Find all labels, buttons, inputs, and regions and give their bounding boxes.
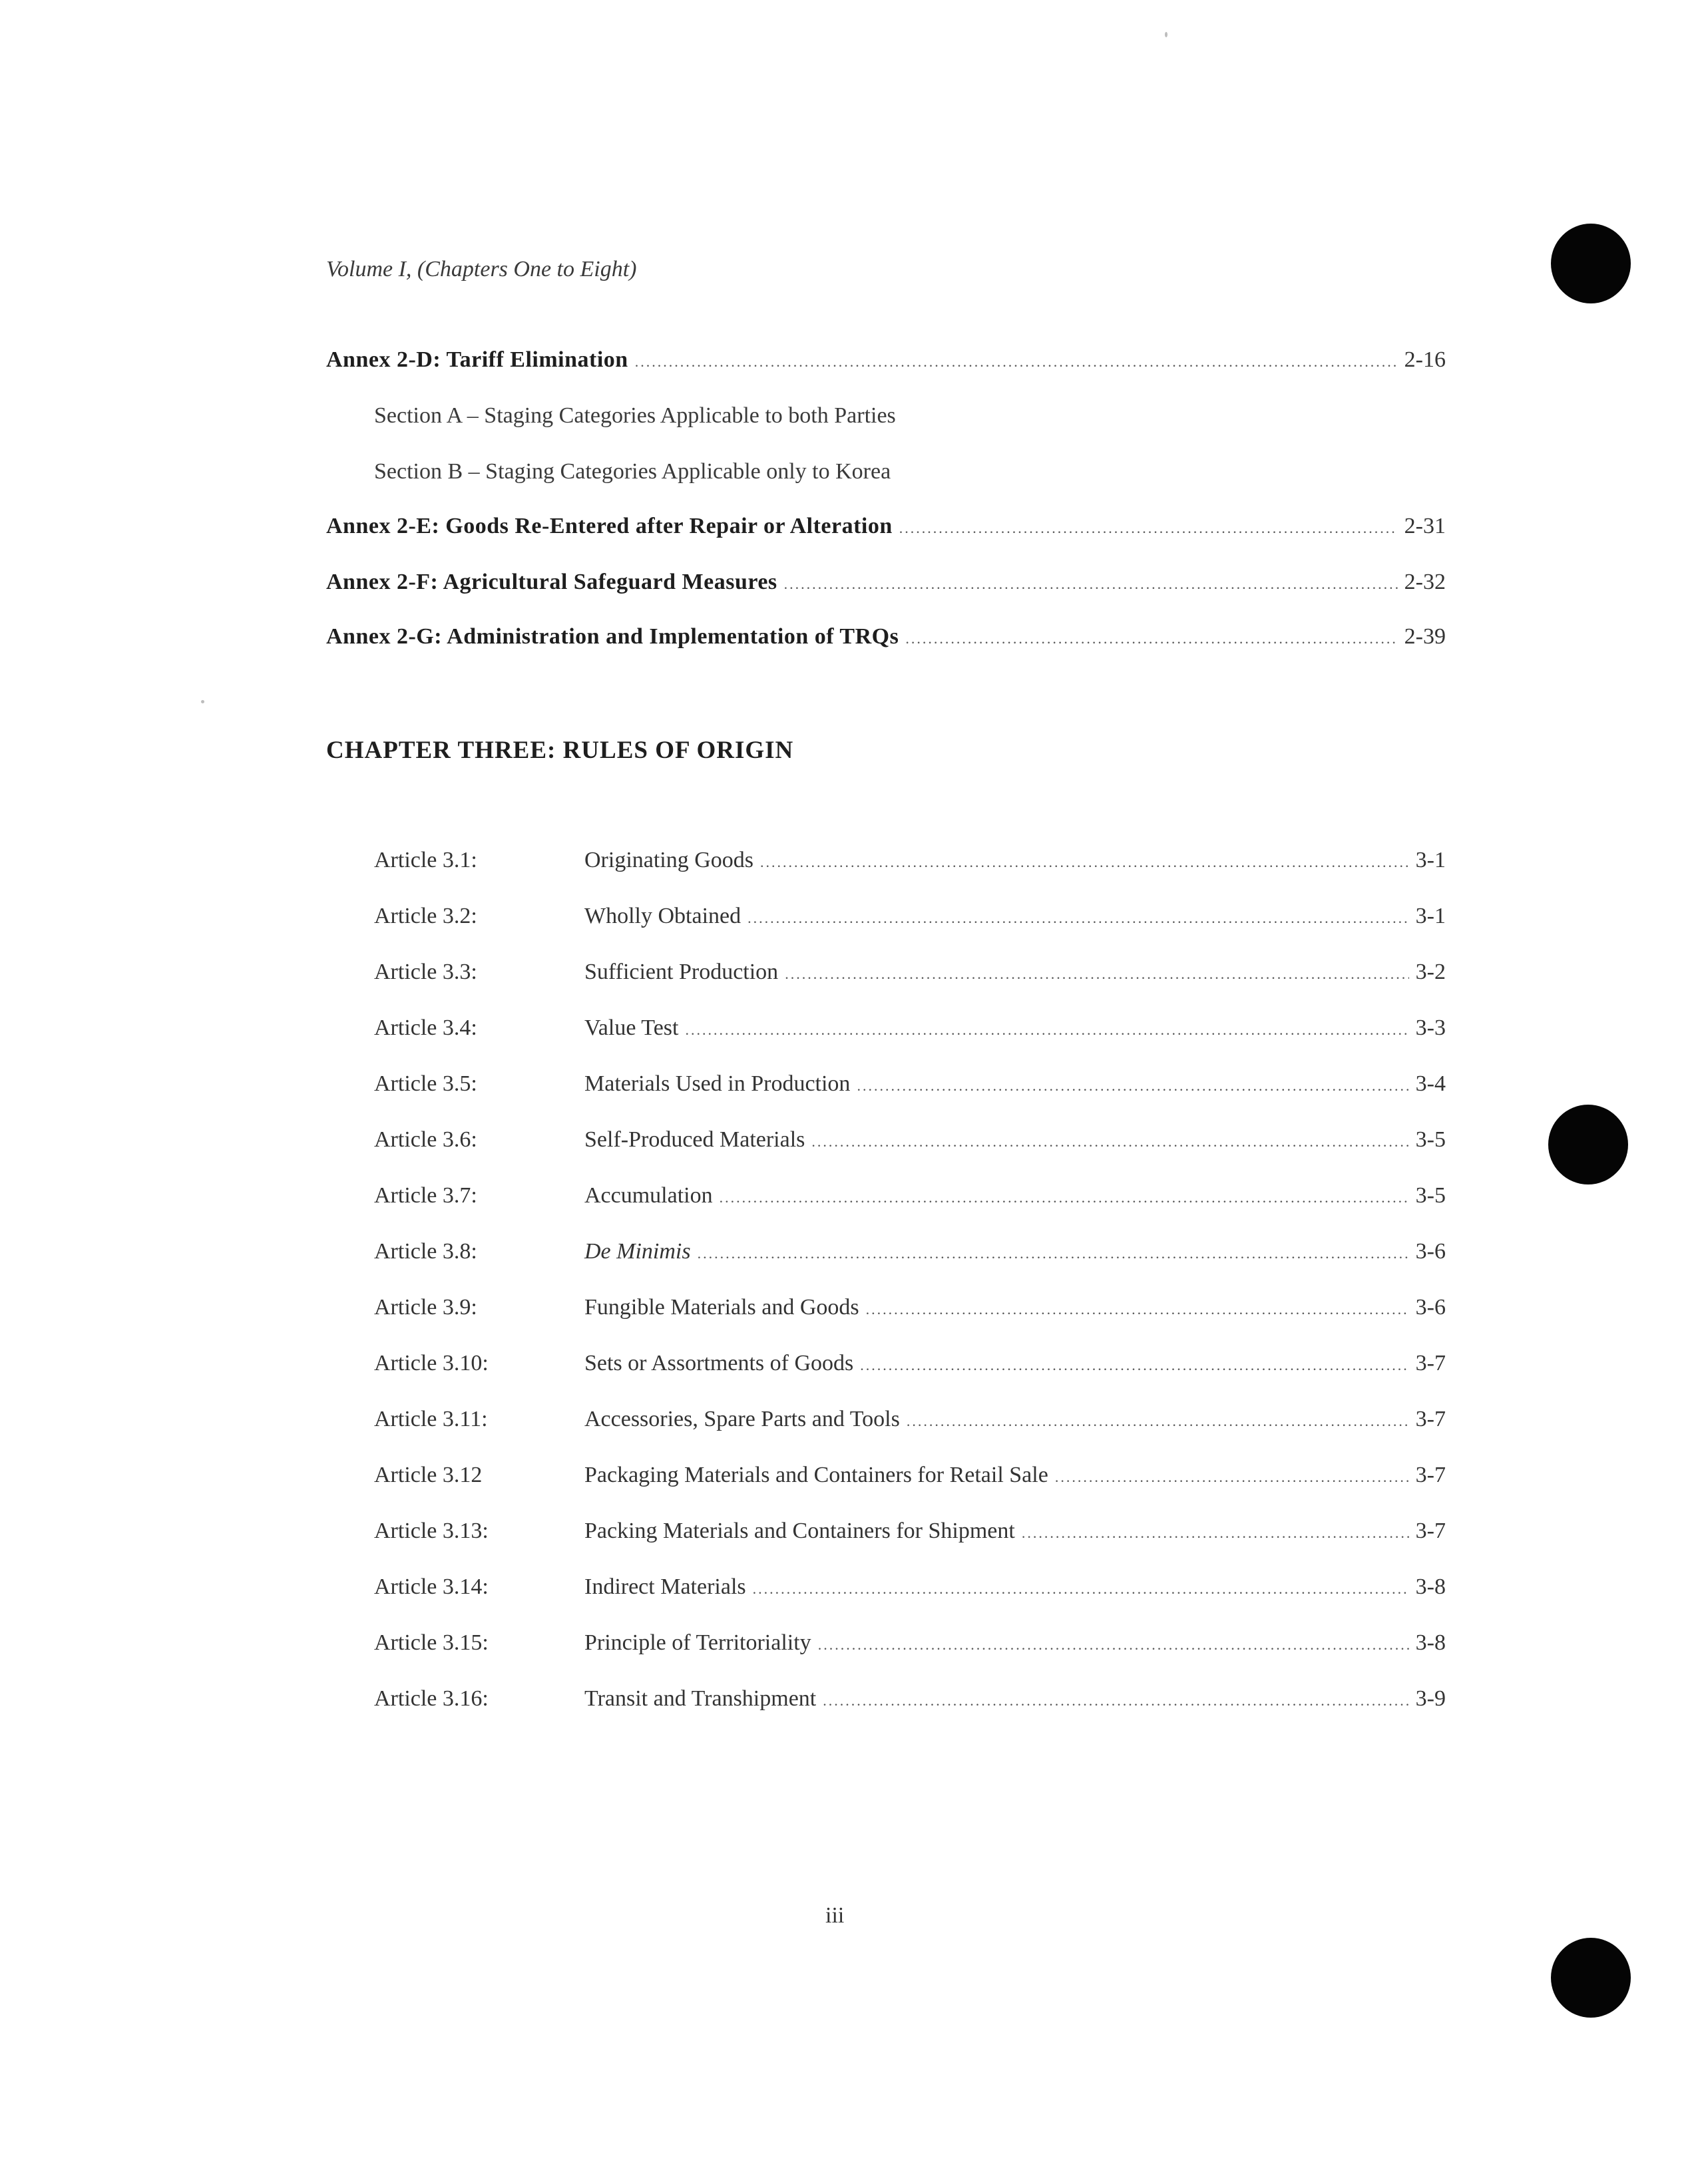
dot-leader [760, 854, 1409, 871]
volume-header: Volume I, (Chapters One to Eight) [326, 257, 637, 281]
article-page: 3-4 [1415, 1071, 1446, 1096]
article-label: Article 3.10: [374, 1351, 489, 1375]
article-label: Article 3.9: [374, 1295, 477, 1320]
article-title: Value Test [584, 1015, 679, 1040]
article-page: 3-5 [1415, 1127, 1446, 1152]
toc-article-row[interactable] [374, 1015, 1446, 1049]
dot-leader [1022, 1525, 1409, 1542]
dot-leader [1055, 1469, 1409, 1486]
article-page: 3-8 [1415, 1630, 1446, 1655]
article-page: 3-1 [1415, 904, 1446, 928]
toc-article-row[interactable] [374, 1630, 1446, 1664]
article-label: Article 3.14: [374, 1574, 489, 1599]
dot-leader [860, 1357, 1408, 1374]
scan-speck [201, 700, 204, 703]
article-page: 3-1 [1415, 848, 1446, 872]
toc-entry-page: 2-32 [1404, 570, 1446, 594]
article-title: Transit and Transhipment [584, 1686, 817, 1711]
dot-leader [818, 1636, 1409, 1654]
punch-hole-bottom [1551, 1938, 1631, 2018]
toc-entry-title: Annex 2-G: Administration and Implementation of TRQs [326, 624, 899, 649]
article-title: Sets or Assortments of Goods [584, 1351, 854, 1375]
article-page: 3-5 [1415, 1183, 1446, 1208]
dot-leader [905, 630, 1397, 647]
dot-leader [857, 1077, 1408, 1095]
article-title: De Minimis [584, 1239, 691, 1264]
article-title: Fungible Materials and Goods [584, 1295, 859, 1320]
article-label: Article 3.4: [374, 1015, 477, 1040]
dot-leader [811, 1133, 1408, 1151]
article-page: 3-7 [1415, 1519, 1446, 1543]
article-title: Packaging Materials and Containers for Retail Sale [584, 1463, 1048, 1487]
toc-entry-page: 2-31 [1404, 514, 1446, 538]
article-label: Article 3.12 [374, 1463, 483, 1487]
toc-entry-annex-2g[interactable] [326, 624, 1446, 657]
toc-article-row[interactable] [374, 1071, 1446, 1105]
dot-leader [899, 520, 1398, 537]
toc-entry-page: 2-16 [1404, 347, 1446, 372]
article-title: Materials Used in Production [584, 1071, 851, 1096]
dot-leader [907, 1413, 1409, 1430]
article-page: 3-7 [1415, 1351, 1446, 1375]
article-label: Article 3.5: [374, 1071, 477, 1096]
toc-article-row[interactable] [374, 1407, 1446, 1440]
article-label: Article 3.8: [374, 1239, 477, 1264]
article-label: Article 3.16: [374, 1686, 489, 1711]
article-page: 3-2 [1415, 960, 1446, 984]
toc-article-row[interactable] [374, 1463, 1446, 1496]
article-title: Wholly Obtained [584, 904, 741, 928]
dot-leader [747, 910, 1409, 927]
toc-entry-page: 2-39 [1404, 624, 1446, 649]
article-label: Article 3.13: [374, 1519, 489, 1543]
toc-entry-title: Annex 2-D: Tariff Elimination [326, 347, 628, 372]
dot-leader [823, 1692, 1408, 1710]
toc-article-row[interactable] [374, 1183, 1446, 1216]
article-page: 3-6 [1415, 1239, 1446, 1264]
toc-entry-title: Annex 2-E: Goods Re-Entered after Repair or Alteration [326, 514, 893, 538]
toc-article-row[interactable] [374, 904, 1446, 937]
article-title: Sufficient Production [584, 960, 779, 984]
article-title: Originating Goods [584, 848, 754, 872]
chapter-heading: CHAPTER THREE: RULES OF ORIGIN [326, 737, 794, 764]
article-title: Principle of Territoriality [584, 1630, 811, 1655]
article-label: Article 3.7: [374, 1183, 477, 1208]
scan-speck [1165, 32, 1167, 37]
article-page: 3-3 [1415, 1015, 1446, 1040]
dot-leader [720, 1189, 1409, 1206]
article-page: 3-7 [1415, 1407, 1446, 1431]
dot-leader [866, 1301, 1409, 1318]
article-page: 3-9 [1415, 1686, 1446, 1711]
dot-leader [753, 1580, 1409, 1598]
dot-leader [785, 966, 1408, 983]
toc-article-row[interactable] [374, 1519, 1446, 1552]
article-label: Article 3.15: [374, 1630, 489, 1655]
article-page: 3-6 [1415, 1295, 1446, 1320]
toc-article-row[interactable] [374, 848, 1446, 881]
toc-article-row[interactable] [374, 1574, 1446, 1608]
toc-article-row[interactable] [374, 1686, 1446, 1720]
article-label: Article 3.11: [374, 1407, 488, 1431]
dot-leader [784, 576, 1398, 593]
toc-article-row[interactable] [374, 1239, 1446, 1272]
article-label: Article 3.6: [374, 1127, 477, 1152]
article-title: Self-Produced Materials [584, 1127, 805, 1152]
toc-article-row[interactable] [374, 960, 1446, 993]
toc-subentry-section-b[interactable]: Section B – Staging Categories Applicable only to Korea [374, 459, 891, 484]
toc-entry-annex-2e[interactable] [326, 514, 1446, 547]
toc-article-row[interactable] [374, 1351, 1446, 1384]
dot-leader [698, 1245, 1409, 1262]
toc-entry-title: Annex 2-F: Agricultural Safeguard Measures [326, 570, 777, 594]
toc-article-row[interactable] [374, 1127, 1446, 1161]
toc-entry-annex-2f[interactable] [326, 570, 1446, 603]
punch-hole-top [1551, 224, 1631, 303]
article-title: Packing Materials and Containers for Shipment [584, 1519, 1015, 1543]
article-label: Article 3.2: [374, 904, 477, 928]
punch-hole-middle [1548, 1105, 1628, 1184]
article-page: 3-7 [1415, 1463, 1446, 1487]
dot-leader [635, 353, 1398, 371]
article-label: Article 3.1: [374, 848, 477, 872]
dot-leader [685, 1021, 1408, 1039]
article-title: Accumulation [584, 1183, 713, 1208]
article-title: Indirect Materials [584, 1574, 746, 1599]
article-title: Accessories, Spare Parts and Tools [584, 1407, 900, 1431]
article-page: 3-8 [1415, 1574, 1446, 1599]
article-label: Article 3.3: [374, 960, 477, 984]
toc-subentry-section-a[interactable]: Section A – Staging Categories Applicable to both Parties [374, 403, 896, 428]
toc-entry-annex-2d[interactable] [326, 347, 1446, 381]
page-number: iii [825, 1903, 845, 1928]
toc-article-row[interactable] [374, 1295, 1446, 1328]
